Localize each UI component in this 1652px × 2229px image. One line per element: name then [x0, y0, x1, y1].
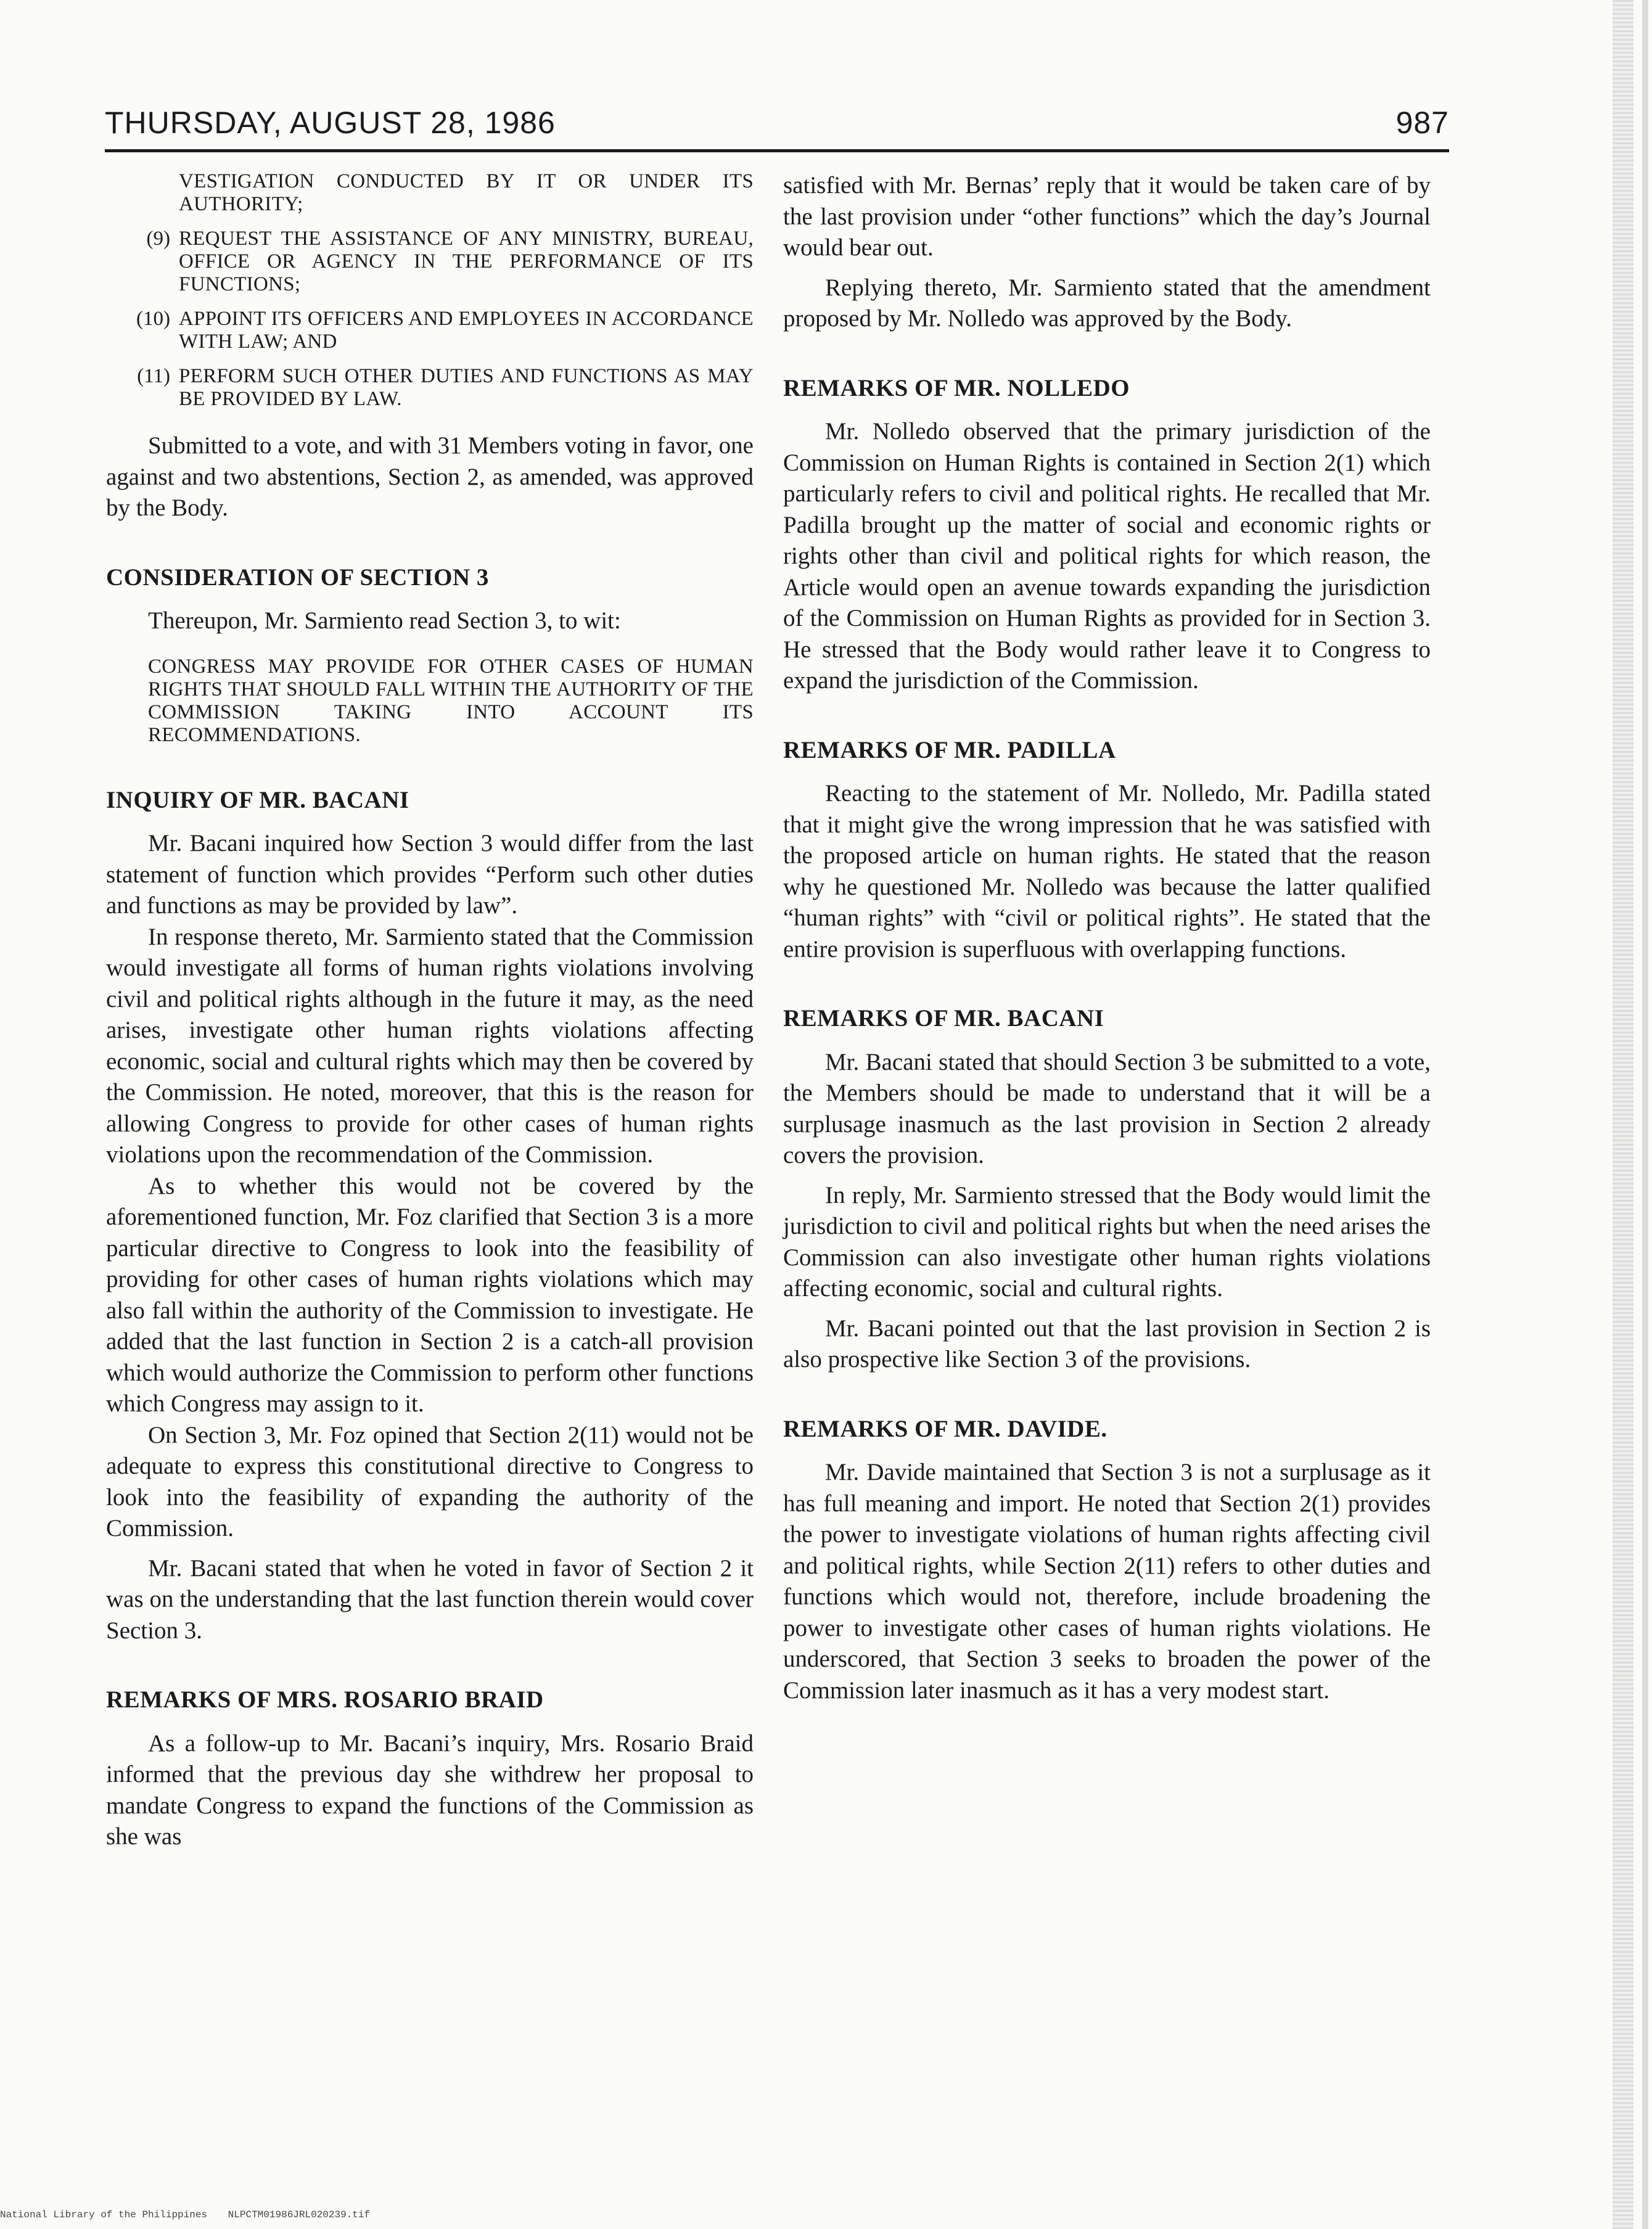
- paragraph-padilla: Reacting to the statement of Mr. Nolledo, Mr. Padilla stated that it might give the wrong impression that he was satisfied with the proposed article on human rights. He stated that the reason why he questioned Mr. Nolledo was because the latter qualified “human rights” with “civil or political rights”. He stated that the entire provision is superfluous with overlapping functions.: [783, 780, 1431, 963]
- left-column: [106, 170, 754, 1853]
- list-item-number: (9): [146, 228, 170, 250]
- list-item-text: PERFORM SUCH OTHER DUTIES AND FUNCTIONS AS MAY BE PROVIDED BY LAW.: [179, 365, 754, 410]
- running-head: [105, 105, 1449, 148]
- scan-page-edge-shadow: [1642, 0, 1648, 2229]
- heading-bacani: REMARKS OF MR. BACANI: [783, 1005, 1104, 1032]
- page-number: 987: [1395, 105, 1449, 140]
- heading-rosario-braid: REMARKS OF MRS. ROSARIO BRAID: [106, 1686, 544, 1713]
- heading-padilla: REMARKS OF MR. PADILLA: [783, 736, 1116, 763]
- footer-library: National Library of the Philippines: [0, 2209, 208, 2220]
- page-date: THURSDAY, AUGUST 28, 1986: [105, 105, 556, 140]
- paragraph-read-section: Thereupon, Mr. Sarmiento read Section 3, to wit:: [148, 607, 621, 634]
- heading-davide: REMARKS OF MR. DAVIDE.: [783, 1415, 1107, 1442]
- paragraph-bacani-surplusage: Mr. Bacani stated that should Section 3 be submitted to a vote, the Members should be made to understand that it will be a surplusage inasmuch as the last provision in Section 2 already covers the provision.: [783, 1048, 1431, 1168]
- scan-footer: [0, 2209, 555, 2220]
- scan-page-edge: [1613, 0, 1634, 2229]
- quoted-section-3: CONGRESS MAY PROVIDE FOR OTHER CASES OF HUMAN RIGHTS THAT SHOULD FALL WITHIN THE AUTHORITY OF THE COMMISSION TAKING INTO ACCOUNT ITS RECOMMENDATIONS.: [148, 655, 754, 746]
- list-item-text: APPOINT ITS OFFICERS AND EMPLOYEES IN ACCORDANCE WITH LAW; AND: [179, 308, 754, 353]
- header-rule: [105, 149, 1449, 152]
- paragraph-continued: satisfied with Mr. Bernas’ reply that it would be taken care of by the last provision under “other functions” which the day’s Journal would bear out.: [783, 172, 1431, 261]
- right-column: [783, 170, 1431, 1706]
- continued-list-item: VESTIGATION CONDUCTED BY IT OR UNDER ITS AUTHORITY;: [179, 170, 754, 215]
- heading-inquiry-bacani: INQUIRY OF MR. BACANI: [106, 786, 409, 813]
- paragraph-foz-opinion: On Section 3, Mr. Foz opined that Section 2(11) would not be adequate to express this constitutional directive to Congress to look into the feasibility of expanding the authority of the Commission.: [106, 1421, 754, 1541]
- paragraph-bacani-inquiry: Mr. Bacani inquired how Section 3 would differ from the last statement of function which provides “Perform such other duties and functions as may be provided by law”.: [106, 830, 754, 919]
- list-item: [106, 308, 754, 353]
- paragraph-sarmiento-response: In response thereto, Mr. Sarmiento stated that the Commission would investigate all forms of human rights violations involving civil and political rights although in the future it may, as the need arises, investigate other human rights violations affecting economic, social and cultural rights which may then be covered by the Commission. He noted, moreover, that this is the reason for allowing Congress to provide for other cases of human rights violations upon the recommendation of the Commission.: [106, 923, 754, 1168]
- list-item: [106, 365, 754, 411]
- heading-nolledo: REMARKS OF MR. NOLLEDO: [783, 374, 1130, 401]
- paragraph-bacani-prospective: Mr. Bacani pointed out that the last provision in Section 2 is also prospective like Section 3 of the provisions.: [783, 1315, 1431, 1373]
- paragraph-vote: Submitted to a vote, and with 31 Members voting in favor, one against and two abstentions, Section 2, as amended, was approved by the Body.: [106, 432, 754, 521]
- paragraph-sarmiento-reply: Replying thereto, Mr. Sarmiento stated that the amendment proposed by Mr. Nolledo was approved by the Body.: [783, 274, 1431, 332]
- paragraph-sarmiento-reply-2: In reply, Mr. Sarmiento stressed that the Body would limit the jurisdiction to civil and political rights but when the need arises the Commission can also investigate other human rights violations affecting economic, social and cultural rights.: [783, 1181, 1431, 1302]
- list-item-number: (11): [137, 365, 170, 387]
- paragraph-rosario-braid: As a follow-up to Mr. Bacani’s inquiry, Mrs. Rosario Braid informed that the previous day she withdrew her proposal to mandate Congress to expand the functions of the Commission as she was: [106, 1730, 754, 1850]
- paragraph-bacani-statement: Mr. Bacani stated that when he voted in favor of Section 2 it was on the understanding that the last function therein would cover Section 3.: [106, 1554, 754, 1644]
- footer-file: NLPCTM01986JRL020239.tif: [228, 2209, 371, 2220]
- list-item: [106, 228, 754, 296]
- list-item-number: (10): [136, 308, 170, 330]
- function-list: [106, 228, 754, 411]
- paragraph-foz-clarification: As to whether this would not be covered by the aforementioned function, Mr. Foz clarified that Section 3 is a more particular directive to Congress to look into the feasibility of providing for other cases of human rights violations which may also fall within the authority of the Commission to investigate. He added that the last function in Section 2 is a catch-all provision which would authorize the Commission to perform other functions which Congress may assign to it.: [106, 1172, 754, 1417]
- paragraph-davide: Mr. Davide maintained that Section 3 is not a surplusage as it has full meaning and import. He noted that Section 2(1) provides the power to investigate violations of human rights affecting civil and political rights, while Section 2(11) refers to other duties and functions which would not, therefore, include broadening the power to investigate other cases of human rights violations. He underscored, that Section 3 seeks to broaden the power of the Commission later inasmuch as it has a very modest start.: [783, 1459, 1431, 1704]
- list-item-text: REQUEST THE ASSISTANCE OF ANY MINISTRY, BUREAU, OFFICE OR AGENCY IN THE PERFORMANCE OF ITS FUNCTIONS;: [179, 228, 754, 295]
- paragraph-nolledo: Mr. Nolledo observed that the primary jurisdiction of the Commission on Human Rights is contained in Section 2(1) which particularly refers to civil and political rights. He recalled that Mr. Padilla brought up the matter of social and economic rights or rights other than civil and political rights for which reason, the Article would open an avenue towards expanding the jurisdiction of the Commission on Human Rights as provided for in Section 3. He stressed that the Body would rather leave it to Congress to expand the jurisdiction of the Commission.: [783, 418, 1431, 694]
- heading-consideration-section-3: CONSIDERATION OF SECTION 3: [106, 564, 489, 591]
